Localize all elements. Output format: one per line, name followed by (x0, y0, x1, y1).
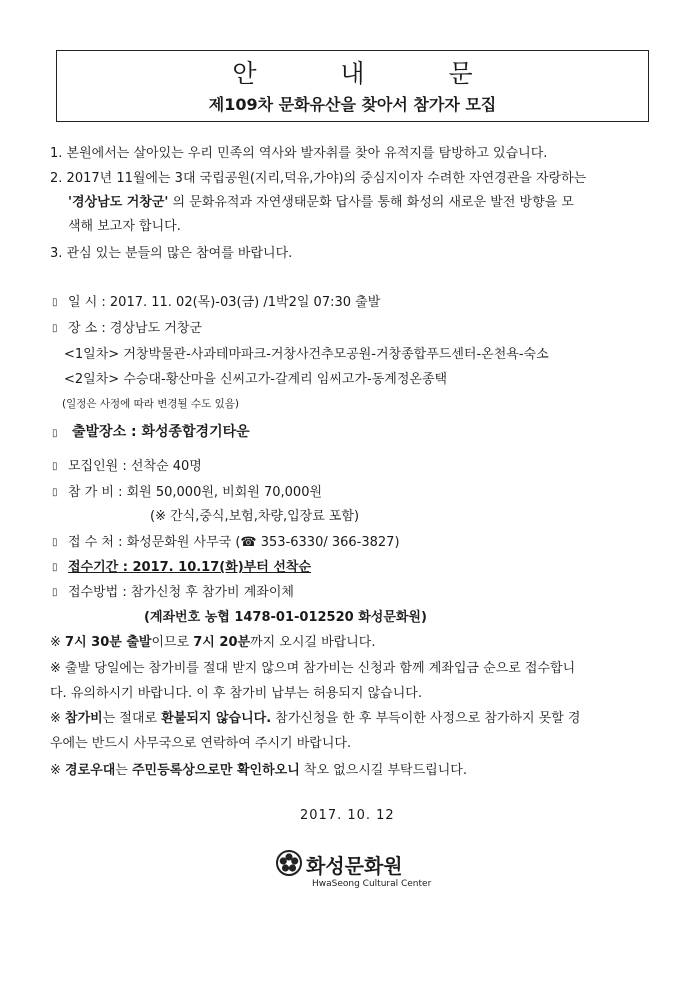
title-box (56, 50, 649, 122)
schedule-date: 일 시 : 2017. 11. 02(목)-03(금) /1박2일 07:30 출발 (68, 295, 381, 310)
logo-name: 화성문화원 (306, 854, 403, 878)
schedule-note: (일정은 사정에 따라 변경될 수도 있음) (62, 398, 240, 410)
bullet-icon: ▯ (52, 587, 58, 598)
intro-text: 2017년 11월에는 3대 국립공원(지리,덕유,가야)의 중심지이자 수려한 자연경관을 자랑하는 (66, 171, 587, 186)
fee: 참 가 비 : 회원 50,000원, 비회원 70,000원 (68, 485, 323, 500)
bullet-icon: ▯ (52, 562, 58, 573)
note-3-line-1: ※ 참가비는 절대로 환불되지 않습니다. 참가신청을 한 후 부득이한 사정으로 참가하지 못할 경 (50, 711, 581, 726)
recruit-count: 모집인원 : 선착순 40명 (68, 459, 202, 474)
page-subtitle: 제109차 문화유산을 찾아서 참가자 모집 (208, 95, 497, 114)
intro-num: 2. (50, 171, 63, 186)
note-1: ※ 7시 30분 출발이므로 7시 20분까지 오시길 바랍니다. (50, 635, 376, 650)
note-3-line-2: 우에는 반드시 사무국으로 연락하여 주시기 바랍니다. (50, 736, 352, 751)
flower-emblem-icon (276, 850, 302, 876)
reception-period: 접수기간 : 2017. 10.17(화)부터 선착순 (68, 560, 312, 575)
bullet-icon: ▯ (52, 537, 58, 548)
departure-place: 출발장소 : 화성종합경기타운 (72, 424, 250, 440)
intro-text: 의 문화유적과 자연생태문화 답사를 통해 화성의 새로운 발전 방향을 모 (168, 195, 574, 210)
intro-item-2-cont (68, 194, 574, 211)
intro-emphasis: '경상남도 거창군' (68, 195, 169, 210)
document-date: 2017. 10. 12 (300, 808, 395, 823)
note-2-line-2: 다. 유의하시기 바랍니다. 이 후 참가비 납부는 허용되지 않습니다. (50, 686, 422, 701)
intro-item-1 (50, 145, 547, 162)
logo-english: HwaSeong Cultural Center (312, 879, 432, 889)
intro-num: 1. (50, 146, 63, 161)
intro-text: 색해 보고자 합니다. (68, 219, 181, 234)
page-title: 안 내 문 (232, 59, 511, 88)
schedule-day2: <2일차> 수승대-황산마을 신씨고가-갈계리 임씨고가-동계정온종택 (64, 372, 448, 387)
bullet-icon: ▯ (52, 428, 58, 439)
note-2-line-1: ※ 출발 당일에는 참가비를 절대 받지 않으며 참가비는 신청과 함께 계좌입금 순으로 접수합니 (50, 661, 576, 676)
intro-item-2 (50, 170, 586, 187)
reception-method: 접수방법 : 참가신청 후 참가비 계좌이체 (68, 585, 294, 600)
organization-logo (276, 848, 436, 908)
phone-icon: ☎ (240, 535, 257, 550)
intro-text: 관심 있는 분들의 많은 참여를 바랍니다. (66, 246, 293, 261)
fee-note: (※ 간식,중식,보험,차량,입장료 포함) (150, 509, 360, 524)
intro-item-3 (50, 245, 292, 262)
bullet-icon: ▯ (52, 297, 58, 308)
intro-num: 3. (50, 246, 63, 261)
bank-account: (계좌번호 농협 1478-01-012520 화성문화원) (144, 610, 427, 625)
intro-item-2-cont2 (68, 218, 181, 235)
bullet-icon: ▯ (52, 323, 58, 334)
schedule-place: 장 소 : 경상남도 거창군 (68, 321, 202, 336)
schedule-day1: <1일차> 거창박물관-사과테마파크-거창사건추모공원-거창종합푸드센터-온천욕-숙소 (64, 347, 549, 362)
bullet-icon: ▯ (52, 487, 58, 498)
intro-text: 본원에서는 살아있는 우리 민족의 역사와 발자취를 찾아 유적지를 탐방하고 있습니다. (66, 146, 548, 161)
note-4: ※ 경로우대는 주민등록상으로만 확인하오니 착오 없으시길 부탁드립니다. (50, 763, 467, 778)
reception-office: 접 수 처 : 화성문화원 사무국 (☎ 353-6330/ 366-3827) (68, 535, 400, 550)
bullet-icon: ▯ (52, 461, 58, 472)
